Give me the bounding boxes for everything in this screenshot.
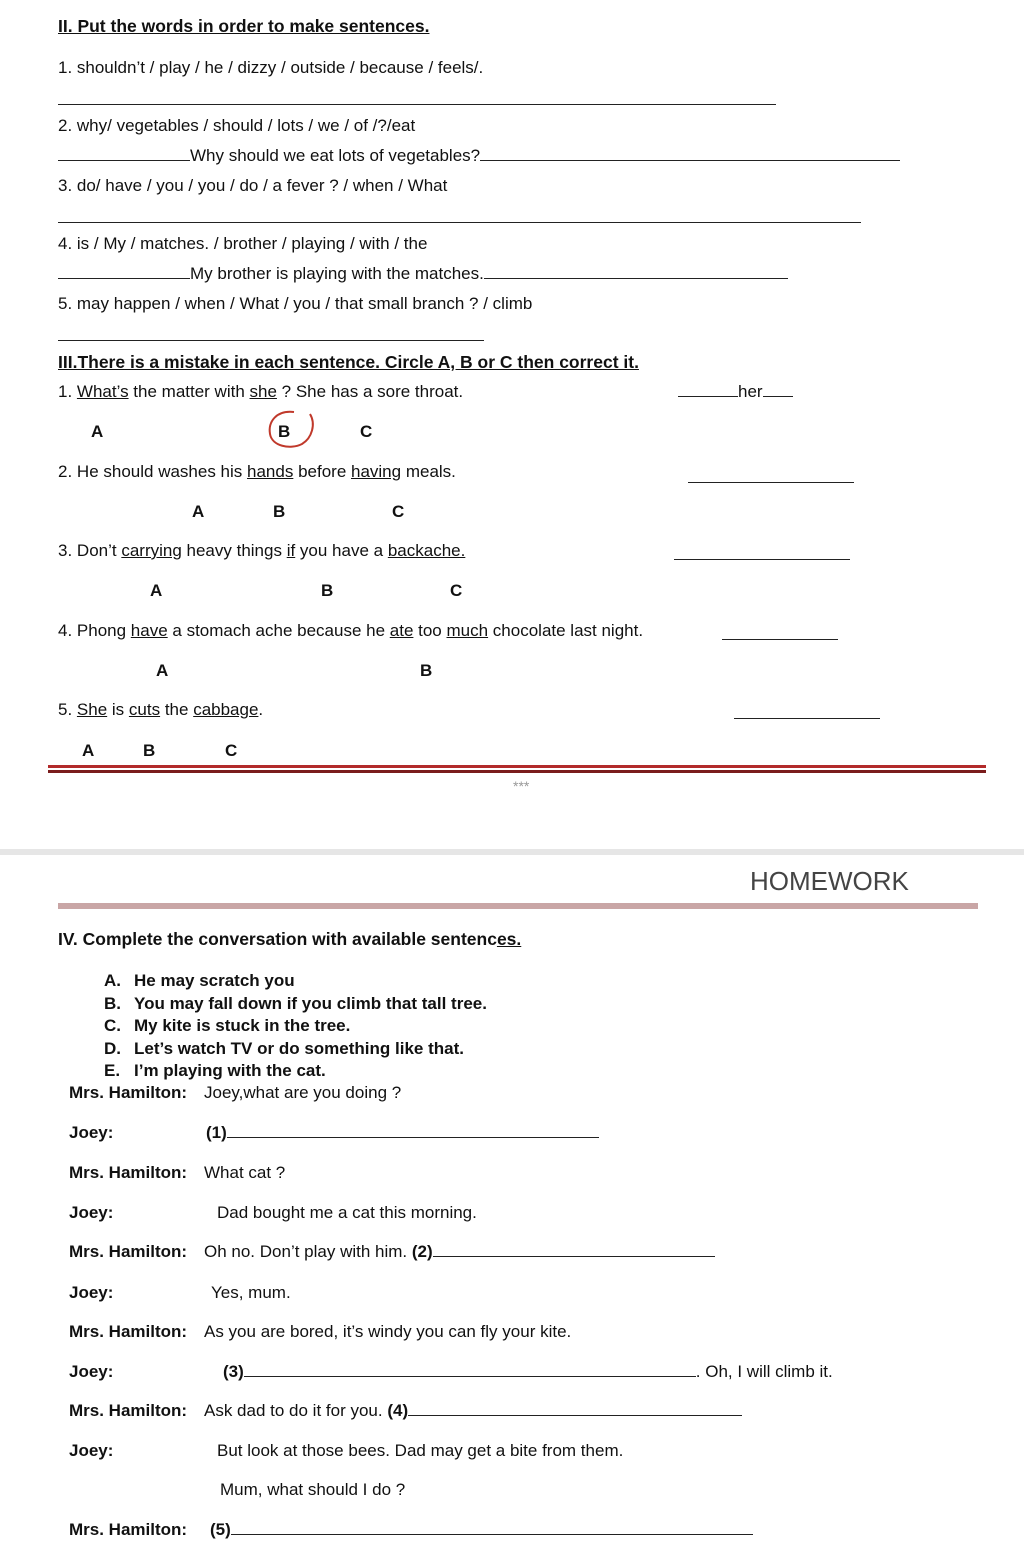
homework-rule bbox=[58, 903, 978, 909]
sentence-text: the bbox=[160, 700, 194, 719]
answer-line-5[interactable] bbox=[58, 340, 484, 341]
option-word-a: washes bbox=[158, 462, 216, 481]
stars-separator: *** bbox=[513, 778, 530, 794]
dialogue-line: What cat ? bbox=[204, 1163, 286, 1182]
sentence-text: the matter with bbox=[128, 382, 250, 401]
speaker-mrs-hamilton: Mrs. Hamilton: bbox=[69, 1520, 188, 1539]
section-divider bbox=[48, 765, 986, 768]
sec3-sentence-5 bbox=[58, 700, 263, 720]
sec2-question-5: 5. may happen / when / What / you / that small branch ? / climb bbox=[58, 294, 533, 313]
option-item bbox=[104, 1060, 487, 1083]
sentence-number: 1. bbox=[58, 382, 73, 401]
sentence-text: Phong bbox=[72, 621, 131, 640]
option-word-c: much bbox=[446, 621, 489, 640]
sentence-text: a stomach ache because he bbox=[167, 621, 390, 640]
sec3-answer-1 bbox=[678, 382, 793, 402]
option-word-c: having bbox=[351, 462, 402, 481]
dialogue-text: . Oh, I will climb it. bbox=[695, 1362, 833, 1381]
option-text: He may scratch you bbox=[134, 971, 295, 990]
heading-text: es. bbox=[496, 929, 522, 949]
option-word-a: What’s bbox=[76, 382, 129, 401]
sec2-answer-4: My brother is playing with the matches. bbox=[190, 264, 484, 283]
answer-line[interactable] bbox=[722, 639, 838, 640]
sentence-text: meals. bbox=[401, 462, 456, 481]
option-item bbox=[104, 1015, 487, 1038]
speaker-mrs-hamilton: Mrs. Hamilton: bbox=[69, 1322, 188, 1341]
answer-line[interactable] bbox=[734, 718, 880, 719]
speaker-joey: Joey: bbox=[69, 1203, 114, 1222]
sentence-number: 2. bbox=[58, 462, 73, 481]
sec3-sentence-4 bbox=[58, 621, 643, 641]
option-word-a: carrying bbox=[121, 541, 182, 560]
section-2-heading: II. Put the words in order to make sentences. bbox=[58, 16, 430, 36]
sec3-sentence-3 bbox=[58, 541, 465, 561]
dialogue-line: Yes, mum. bbox=[211, 1283, 291, 1302]
dialogue-line bbox=[204, 1242, 715, 1262]
dialogue-line: Joey,what are you doing ? bbox=[204, 1083, 402, 1102]
option-letter: B. bbox=[104, 993, 121, 1013]
sentence-text: you have a bbox=[295, 541, 388, 560]
answer-blank[interactable] bbox=[408, 1401, 742, 1416]
option-word-c: cabbage bbox=[193, 700, 259, 719]
speaker-mrs-hamilton: Mrs. Hamilton: bbox=[69, 1163, 188, 1182]
sec2-question-4: 4. is / My / matches. / brother / playing / with / the bbox=[58, 234, 428, 253]
sentence-text: too bbox=[413, 621, 447, 640]
answer-blank[interactable] bbox=[763, 382, 793, 397]
dialogue-line bbox=[223, 1362, 833, 1382]
answer-blank[interactable] bbox=[231, 1520, 753, 1535]
sentence-text: He should bbox=[72, 462, 159, 481]
choice-a[interactable]: A bbox=[150, 581, 163, 600]
sec3-sentence-2 bbox=[58, 462, 456, 482]
sentence-text: chocolate last night. bbox=[488, 621, 644, 640]
answer-blank[interactable] bbox=[244, 1362, 696, 1377]
option-item bbox=[104, 993, 487, 1016]
choice-b[interactable]: B bbox=[143, 741, 156, 760]
sec3-sentence-1 bbox=[58, 382, 463, 402]
speaker-joey: Joey: bbox=[69, 1123, 114, 1142]
sentence-number: 3. bbox=[58, 541, 73, 560]
answer-line[interactable] bbox=[674, 559, 850, 560]
dialogue-text: Oh no. Don’t play with him. bbox=[204, 1242, 408, 1261]
circle-mark-icon bbox=[264, 406, 318, 454]
option-letter: C. bbox=[104, 1016, 121, 1035]
choice-a[interactable]: A bbox=[192, 502, 205, 521]
option-text: Let’s watch TV or do something like that. bbox=[134, 1038, 464, 1058]
choice-c[interactable]: C bbox=[450, 581, 463, 600]
dialogue-text: Ask dad to do it for you. bbox=[204, 1401, 383, 1420]
speaker-joey: Joey: bbox=[69, 1441, 114, 1460]
sec2-answer-2: Why should we eat lots of vegetables? bbox=[190, 146, 481, 165]
sentence-text: his bbox=[215, 462, 248, 481]
answer-blank[interactable] bbox=[58, 146, 190, 161]
dialogue-line: As you are bored, it’s windy you can fly your kite. bbox=[204, 1322, 572, 1341]
sec2-answer-2-row bbox=[58, 146, 900, 166]
answer-line-1[interactable] bbox=[58, 104, 776, 105]
sec2-answer-4-row bbox=[58, 264, 788, 284]
option-word-b: ate bbox=[389, 621, 414, 640]
option-word-b: cuts bbox=[128, 700, 161, 719]
sec2-question-3: 3. do/ have / you / you / do / a fever ? / when / What bbox=[58, 176, 448, 195]
section-divider bbox=[48, 770, 986, 773]
answer-blank[interactable] bbox=[678, 382, 738, 397]
blank-number: (1) bbox=[206, 1123, 227, 1142]
dialogue-line: Mum, what should I do ? bbox=[220, 1480, 406, 1499]
option-word-b: hands bbox=[247, 462, 294, 481]
answer-blank[interactable] bbox=[227, 1123, 599, 1138]
blank-number: (5) bbox=[210, 1520, 231, 1539]
sentence-number: 5. bbox=[58, 700, 73, 719]
option-word-a: She bbox=[76, 700, 108, 719]
sec2-question-2: 2. why/ vegetables / should / lots / we / of /?/eat bbox=[58, 116, 416, 135]
answer-blank[interactable] bbox=[58, 264, 190, 279]
option-text: I’m playing with the cat. bbox=[134, 1061, 326, 1080]
dialogue-line: But look at those bees. Dad may get a bite from them. bbox=[217, 1441, 624, 1460]
sentence-text: is bbox=[107, 700, 129, 719]
choice-b[interactable]: B bbox=[420, 661, 433, 680]
answer-blank[interactable] bbox=[484, 264, 788, 279]
sentence-text: a sore throat. bbox=[358, 382, 464, 401]
sec2-question-1: 1. shouldn’t / play / he / dizzy / outside / because / feels/. bbox=[58, 58, 484, 77]
choice-c[interactable]: C bbox=[225, 741, 238, 760]
section-3-heading: III.There is a mistake in each sentence. Circle A, B or C then correct it. bbox=[58, 352, 639, 372]
option-item bbox=[104, 970, 487, 993]
sentence-number: 4. bbox=[58, 621, 73, 640]
speaker-joey: Joey: bbox=[69, 1283, 114, 1302]
choice-c[interactable]: C bbox=[360, 422, 373, 441]
sentence-text: before bbox=[293, 462, 351, 481]
handwritten-answer: her bbox=[738, 382, 763, 401]
option-letter: E. bbox=[104, 1061, 121, 1080]
dialogue-line bbox=[206, 1123, 599, 1143]
choice-a[interactable]: A bbox=[156, 661, 169, 680]
speaker-mrs-hamilton: Mrs. Hamilton: bbox=[69, 1083, 188, 1102]
option-letter: D. bbox=[104, 1038, 121, 1058]
option-word-b: if bbox=[286, 541, 296, 560]
answer-blank[interactable] bbox=[480, 146, 900, 161]
option-text: You may fall down if you climb that tall tree. bbox=[134, 993, 487, 1013]
heading-text: IV. Complete the conversation with available sentenc bbox=[58, 929, 497, 949]
sentence-text: ? She bbox=[276, 382, 331, 401]
homework-title: HOMEWORK bbox=[750, 866, 909, 896]
speaker-joey: Joey: bbox=[69, 1362, 114, 1381]
sentence-text: . bbox=[258, 700, 264, 719]
blank-number: (2) bbox=[411, 1242, 433, 1261]
option-word-c: backache. bbox=[387, 541, 466, 560]
section-4-heading bbox=[58, 929, 521, 950]
answer-line-3[interactable] bbox=[58, 222, 861, 223]
blank-number: (4) bbox=[387, 1401, 409, 1420]
options-list bbox=[104, 970, 487, 1083]
speaker-mrs-hamilton: Mrs. Hamilton: bbox=[69, 1242, 188, 1261]
answer-line[interactable] bbox=[688, 482, 854, 483]
option-item bbox=[104, 1038, 487, 1061]
option-word-a: have bbox=[130, 621, 168, 640]
choice-c[interactable]: C bbox=[392, 502, 405, 521]
option-text: My kite is stuck in the tree. bbox=[134, 1016, 351, 1035]
speaker-mrs-hamilton: Mrs. Hamilton: bbox=[69, 1401, 188, 1420]
sentence-text: heavy things bbox=[181, 541, 287, 560]
option-word-c: has bbox=[330, 382, 359, 401]
page-break bbox=[0, 849, 1024, 855]
choice-a[interactable]: A bbox=[82, 741, 95, 760]
dialogue-line: Dad bought me a cat this morning. bbox=[217, 1203, 477, 1222]
dialogue-line bbox=[210, 1520, 753, 1540]
option-word-b: she bbox=[249, 382, 277, 401]
choice-b-circled[interactable]: B bbox=[278, 422, 291, 441]
choice-b[interactable]: B bbox=[321, 581, 334, 600]
answer-blank[interactable] bbox=[433, 1242, 715, 1257]
choice-a[interactable]: A bbox=[91, 422, 104, 441]
choice-b[interactable]: B bbox=[273, 502, 286, 521]
sentence-text: Don’t bbox=[72, 541, 122, 560]
blank-number: (3) bbox=[223, 1362, 244, 1381]
dialogue-line bbox=[204, 1401, 742, 1421]
option-letter: A. bbox=[104, 971, 121, 990]
